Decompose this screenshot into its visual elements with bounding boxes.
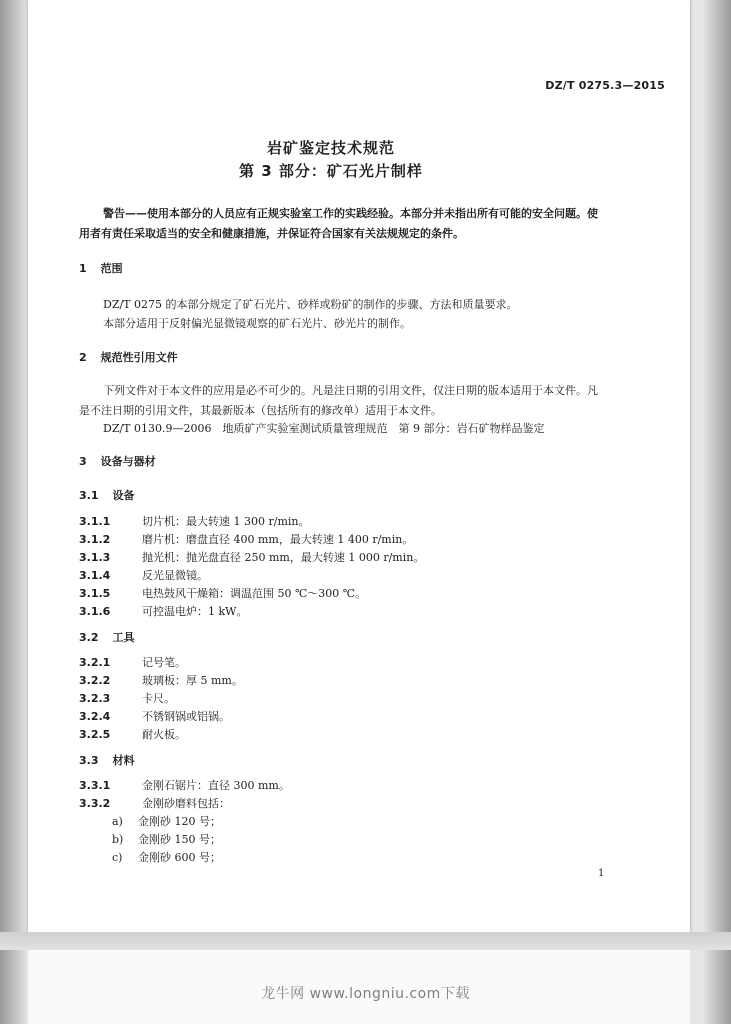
- clause-text: 切片机：最大转速 1 300 r/min。: [142, 515, 310, 528]
- list-text: 金刚砂 120 号；: [138, 815, 221, 828]
- subsection-3-2-heading: [79, 629, 135, 645]
- list-label: b): [112, 833, 124, 846]
- clause-text: 记号笔。: [142, 656, 186, 669]
- clause-item: [79, 549, 424, 565]
- subsection-title: 材料: [112, 754, 135, 767]
- list-text: 金刚砂 600 号；: [138, 851, 221, 864]
- clause-number: 3.2.1: [79, 656, 111, 669]
- clause-item: [79, 585, 366, 601]
- clause-item: [79, 672, 243, 688]
- clause-text: 磨片机：磨盘直径 400 mm，最大转速 1 400 r/min。: [142, 533, 414, 546]
- clause-item: [79, 531, 413, 547]
- clause-item: [79, 690, 175, 706]
- subsection-3-3-heading: [79, 752, 135, 768]
- section-2-heading: [79, 349, 178, 365]
- clause-text: 金刚砂磨料包括：: [142, 797, 230, 810]
- clause-item: [79, 777, 290, 793]
- clause-text: 反光显微镜。: [142, 569, 208, 582]
- subsection-number: 3.2: [79, 631, 99, 644]
- section-1-heading: [79, 260, 123, 276]
- clause-number: 3.2.4: [79, 710, 111, 723]
- clause-number: 3.2.2: [79, 674, 111, 687]
- subsection-title: 设备: [112, 489, 135, 502]
- clause-number: 3.1.6: [79, 605, 111, 618]
- document-subtitle: 第 3 部分：矿石光片制样: [239, 162, 423, 180]
- clause-number: 3.1.1: [79, 515, 111, 528]
- page-gap: [0, 932, 731, 950]
- clause-number: 3.1.2: [79, 533, 111, 546]
- clause-item: [79, 603, 247, 619]
- clause-text: 卡尺。: [142, 692, 175, 705]
- page-number: 1: [598, 868, 605, 879]
- clause-item: [79, 567, 208, 583]
- clause-text: 金刚石锯片：直径 300 mm。: [142, 779, 290, 792]
- normative-reference: DZ/T 0130.9—2006 地质矿产实验室测试质量管理规范 第 9 部分：岩石矿物样品鉴定: [103, 422, 545, 435]
- clause-item: [79, 726, 186, 742]
- clause-text: 可控温电炉：1 kW。: [142, 605, 248, 618]
- clause-text: 抛光机：抛光盘直径 250 mm，最大转速 1 000 r/min。: [142, 551, 425, 564]
- clause-text: 电热鼓风干燥箱：调温范围 50 ℃～300 ℃。: [142, 587, 367, 600]
- list-item: [112, 831, 221, 847]
- section-number: 1: [79, 262, 87, 275]
- warning-paragraph: 警告——使用本部分的人员应有正规实验室工作的实践经验。本部分并未指出所有可能的安全问题。使用者有责任采取适当的安全和健康措施，并保证符合国家有关法规规定的条件。: [79, 207, 598, 240]
- section-number: 2: [79, 351, 87, 364]
- download-watermark: 龙牛网 www.longniu.com下载: [261, 986, 470, 1002]
- subsection-title: 工具: [112, 631, 135, 644]
- document-code: DZ/T 0275.3—2015: [545, 79, 665, 92]
- clause-item: [79, 795, 230, 811]
- clause-text: 耐火板。: [142, 728, 186, 741]
- section-2-para-1: 下列文件对于本文件的应用是必不可少的。凡是注日期的引用文件，仅注日期的版本适用于本文件。凡是不注日期的引用文件，其最新版本（包括所有的修改单）适用于本文件。: [79, 384, 598, 417]
- clause-number: 3.2.5: [79, 728, 111, 741]
- clause-number: 3.1.3: [79, 551, 111, 564]
- section-title: 设备与器材: [100, 455, 156, 468]
- section-title: 范围: [100, 262, 123, 275]
- clause-number: 3.3.1: [79, 779, 111, 792]
- clause-number: 3.1.5: [79, 587, 111, 600]
- subsection-3-1-heading: [79, 487, 135, 503]
- clause-text: 玻璃板：厚 5 mm。: [142, 674, 243, 687]
- section-title: 规范性引用文件: [100, 351, 178, 364]
- list-item: [112, 813, 221, 829]
- clause-number: 3.3.2: [79, 797, 111, 810]
- section-1-para-2: 本部分适用于反射偏光显微镜观察的矿石光片、砂光片的制作。: [103, 317, 411, 330]
- clause-text: 不锈钢锅或铝锅。: [142, 710, 230, 723]
- list-label: c): [112, 851, 123, 864]
- section-number: 3: [79, 455, 87, 468]
- list-label: a): [112, 815, 123, 828]
- list-item: [112, 849, 221, 865]
- clause-item: [79, 654, 186, 670]
- clause-number: 3.1.4: [79, 569, 111, 582]
- clause-number: 3.2.3: [79, 692, 111, 705]
- clause-item: [79, 513, 309, 529]
- clause-item: [79, 708, 230, 724]
- document-title: 岩矿鉴定技术规范: [266, 139, 395, 157]
- list-text: 金刚砂 150 号；: [138, 833, 221, 846]
- subsection-number: 3.3: [79, 754, 99, 767]
- section-1-para-1: DZ/T 0275 的本部分规定了矿石光片、砂样或粉矿的制作的步骤、方法和质量要求。: [103, 298, 518, 311]
- section-3-heading: [79, 453, 156, 469]
- subsection-number: 3.1: [79, 489, 99, 502]
